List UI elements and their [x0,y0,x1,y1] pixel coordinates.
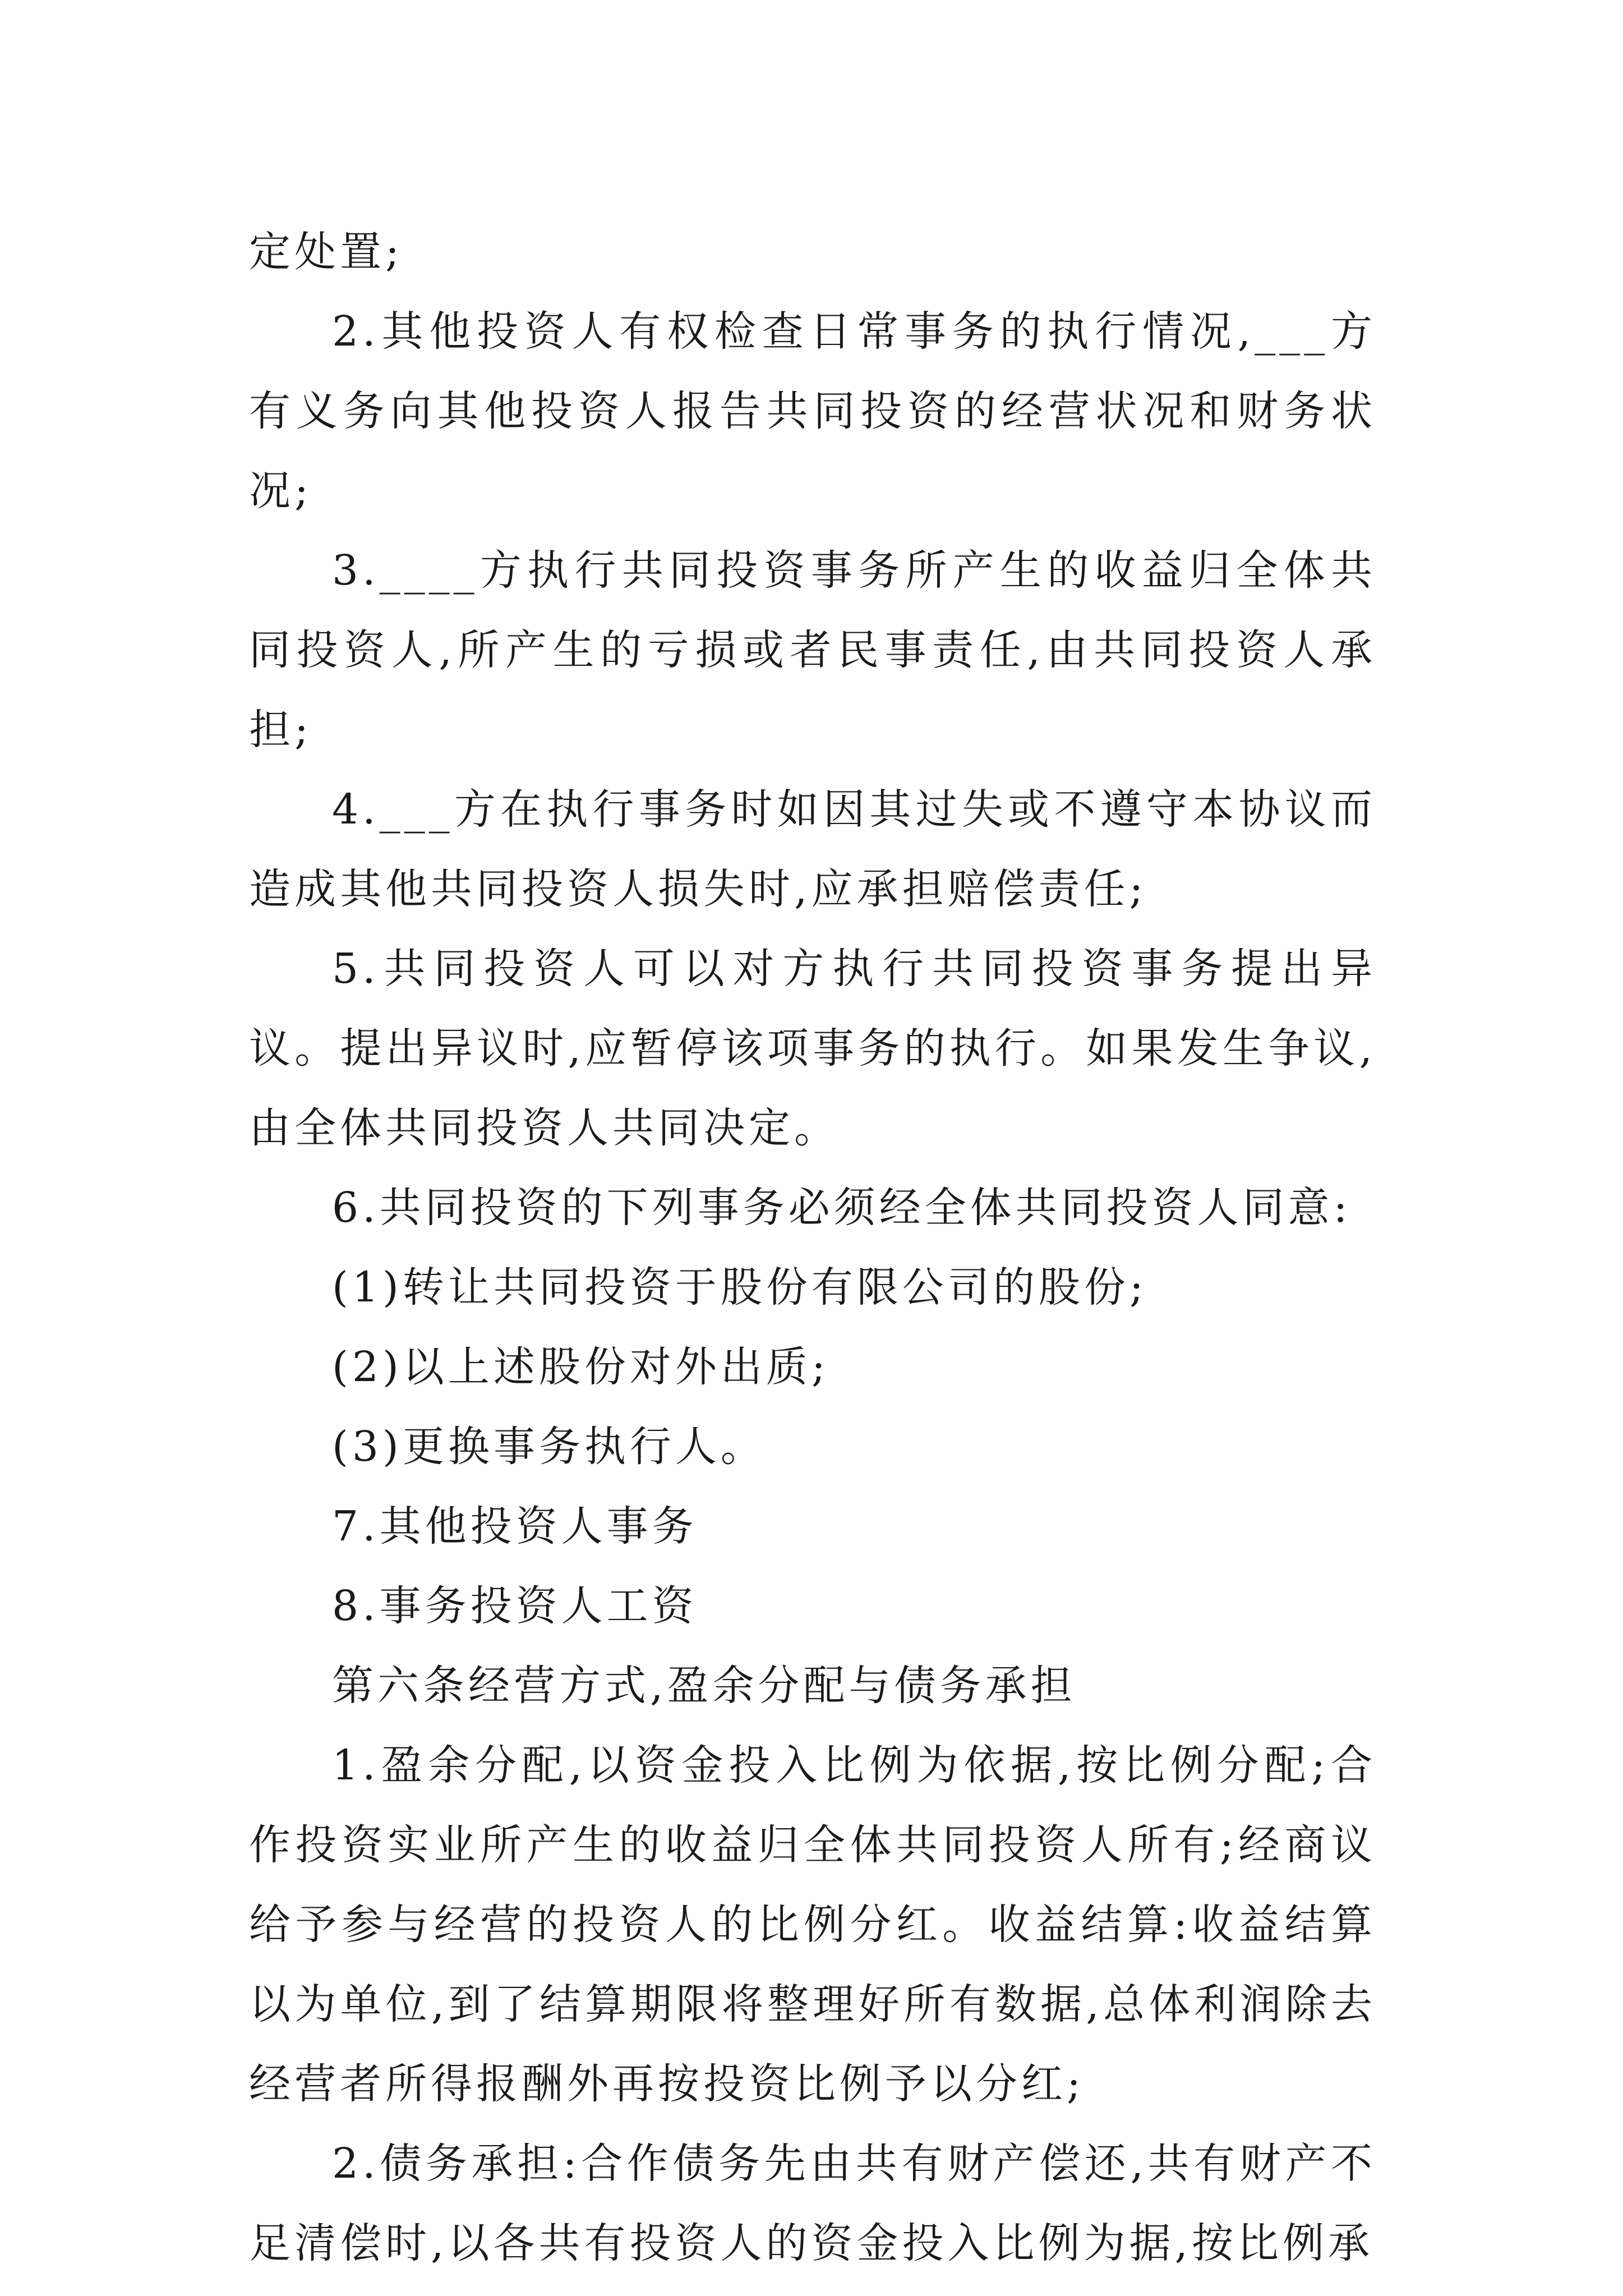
paragraph-item-5: 5.共同投资人可以对方执行共同投资事务提出异议。提出异议时,应暂停该项事务的执行。如果发生争议,由全体共同投资人共同决定。 [249,945,1376,1152]
paragraph-debt-bearing: 2.债务承担:合作债务先由共有财产偿还,共有财产不足清偿时,以各共有投资人的资金投入比例为据,按比例承 [249,2139,1376,2267]
sub-item-3: (3)更换事务执行人。 [332,1423,766,1471]
paragraph-item-6: 6.共同投资的下列事务必须经全体共同投资人同意: [332,1184,1352,1232]
sub-item-2: (2)以上述股份对外出质; [332,1343,829,1391]
sub-item-1: (1)转让共同投资于股份有限公司的股份; [332,1263,1147,1312]
article-heading: 第六条经营方式,盈余分配与债务承担 [332,1662,1076,1710]
document-body [249,212,1376,2283]
paragraph-continuation: 定处置; [249,228,403,276]
paragraph-item-8: 8.事务投资人工资 [332,1582,698,1630]
paragraph-item-2: 2.其他投资人有权检查日常事务的执行情况,___方有义务向其他投资人报告共同投资的经营状况和财务状况; [249,307,1376,515]
paragraph-item-7: 7.其他投资人事务 [332,1502,698,1550]
paragraph-item-4: 4.___方在执行事务时如因其过失或不遵守本协议而造成其他共同投资人损失时,应承担赔偿责任; [249,785,1376,913]
paragraph-item-3: 3.____方执行共同投资事务所产生的收益归全体共同投资人,所产生的亏损或者民事责任,由共同投资人承担; [249,546,1376,754]
paragraph-profit-distribution: 1.盈余分配,以资金投入比例为依据,按比例分配;合作投资实业所产生的收益归全体共同投资人所有;经商议给予参与经营的投资人的比例分红。收益结算:收益结算以为单位,到了结算期限将整理好所有数据,总体利润除去经营者所得报酬外再按投资比例予以分红; [249,1741,1376,2108]
